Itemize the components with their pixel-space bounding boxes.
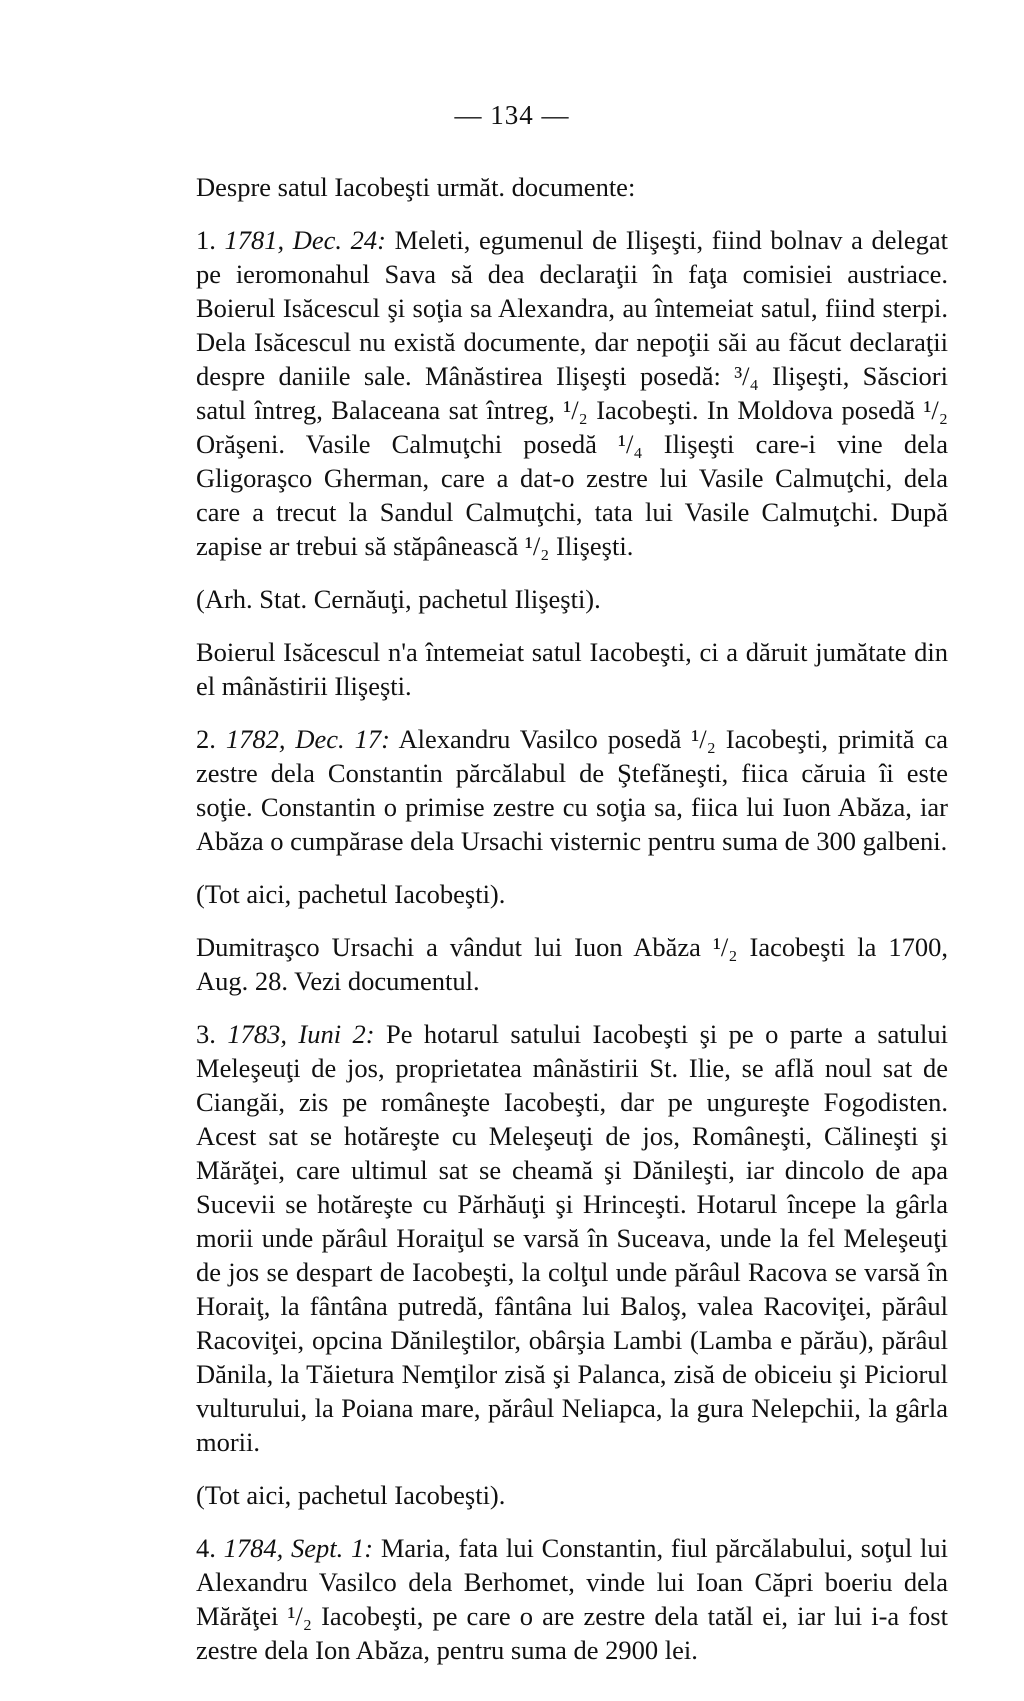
entry-1-note: Boierul Isăcescul n'a întemeiat satul Iacobeşti, ci a dăruit jumătate din el mânăstirii Ilişeşti. xyxy=(196,637,948,701)
entry-3-number: 3. xyxy=(196,1019,216,1049)
page-number: — 134 — xyxy=(454,100,570,130)
entry-1-number: 1. xyxy=(196,225,216,255)
entry-4-text: Maria, fata lui Constantin, fiul părcălabului, soţul lui Alexandru Vasilco dela Berhomet, vinde lui Ioan Căpri boeriu dela Mărăţei ¹/₂ Iacobeşti, pe care o are zestre dela tatăl ei, iar lui i-a fost zestre dela Ion Abăza, pentru suma de 2900 lei. xyxy=(196,1533,949,1665)
entry-2-number: 2. xyxy=(196,724,216,754)
entry-2-date: 1782, Dec. 17: xyxy=(225,724,390,754)
entry-1-date: 1781, Dec. 24: xyxy=(224,225,386,255)
section-heading: Despre satul Iacobeşti următ. documente: xyxy=(196,172,636,202)
entry-2-note: Dumitraşco Ursachi a vândut lui Iuon Abăza ¹/₂ Iacobeşti la 1700, Aug. 28. Vezi documentul. xyxy=(196,932,948,996)
entry-3-date: 1783, Iuni 2: xyxy=(227,1019,375,1049)
entry-2 xyxy=(196,722,948,858)
entry-3-text: Pe hotarul satului Iacobeşti şi pe o parte a satului Meleşeuţi de jos, proprietatea mânăstirii St. Ilie, se află noul sat de Ciangăi, zis pe româneşte Iacobeşti, dar pe ungureşte Fogodisten. Acest sat se hotăreşte cu Meleşeuţi de jos, Româneşti, Călineşti şi Mărăţei, care ultimul sat se cheamă şi Dănileşti, iar dincolo de apa Sucevii se hotăreşte cu Părhăuţi şi Hrinceşti. Hotarul începe la gârla morii unde părâul Horaiţul se varsă în Suceava, unde la fel Meleşeuţi de jos se despart de Iacobeşti, la colţul unde părâul Racova se varsă în Horaiţ, la fântâna putredă, fântâna lui Baloş, valea Racoviţei, părâul Racoviţei, opcina Dănileştilor, obârşia Lambi (Lamba e părău), părâul Dănila, la Tăietura Nemţilor zisă şi Palanca, zisă de obiceiu şi Piciorul vulturului, la Poiana mare, părâul Neliapca, la gura Nelepchii, la gârla morii. xyxy=(196,1019,949,1457)
entry-4-date: 1784, Sept. 1: xyxy=(223,1533,374,1563)
entry-1-text: Meleti, egumenul de Ilişeşti, fiind bolnav a delegat pe ieromonahul Sava să dea declaraţii în faţa comisiei austriace. Boierul Isăcescul şi soţia sa Alexandra, au întemeiat satul, fiind sterpi. Dela Isăcescul nu există documente, dar nepoţii săi au făcut declaraţii despre daniile sale. Mânăstirea Ilişeşti posedă: ³/₄ Ilişeşti, Săsciori satul întreg, Balaceana sat întreg, ¹/₂ Iacobeşti. In Moldova posedă ¹/₂ Orăşeni. Vasile Calmuţchi posedă ¹/₄ Ilişeşti care-i vine dela Gligoraşco Gherman, care a dat-o zestre lui Vasile Calmuţchi, dela care a trecut la Sandul Calmuţchi, tata lui Vasile Calmuţchi. După zapise ar trebui să stăpânească ¹/₂ Ilişeşti. xyxy=(196,225,948,561)
entry-4 xyxy=(196,1531,948,1667)
entry-4-number: 4. xyxy=(196,1533,216,1563)
entry-1-source: (Arh. Stat. Cernăuţi, pachetul Ilişeşti). xyxy=(196,584,601,614)
entry-3 xyxy=(196,1017,948,1459)
entry-2-text: Alexandru Vasilco posedă ¹/₂ Iacobeşti, primită ca zestre dela Constantin părcălabul de Ştefăneşti, fiica căruia îi este soţie. Constantin o primise zestre cu soţia sa, fiica lui Iuon Abăza, iar Abăza o cumpărase dela Ursachi visternic pentru suma de 300 galbeni. xyxy=(196,724,948,856)
entry-3-source: (Tot aici, pachetul Iacobeşti). xyxy=(196,1480,506,1510)
document-body xyxy=(196,170,948,1686)
entry-2-source: (Tot aici, pachetul Iacobeşti). xyxy=(196,879,506,909)
entry-1 xyxy=(196,223,948,563)
